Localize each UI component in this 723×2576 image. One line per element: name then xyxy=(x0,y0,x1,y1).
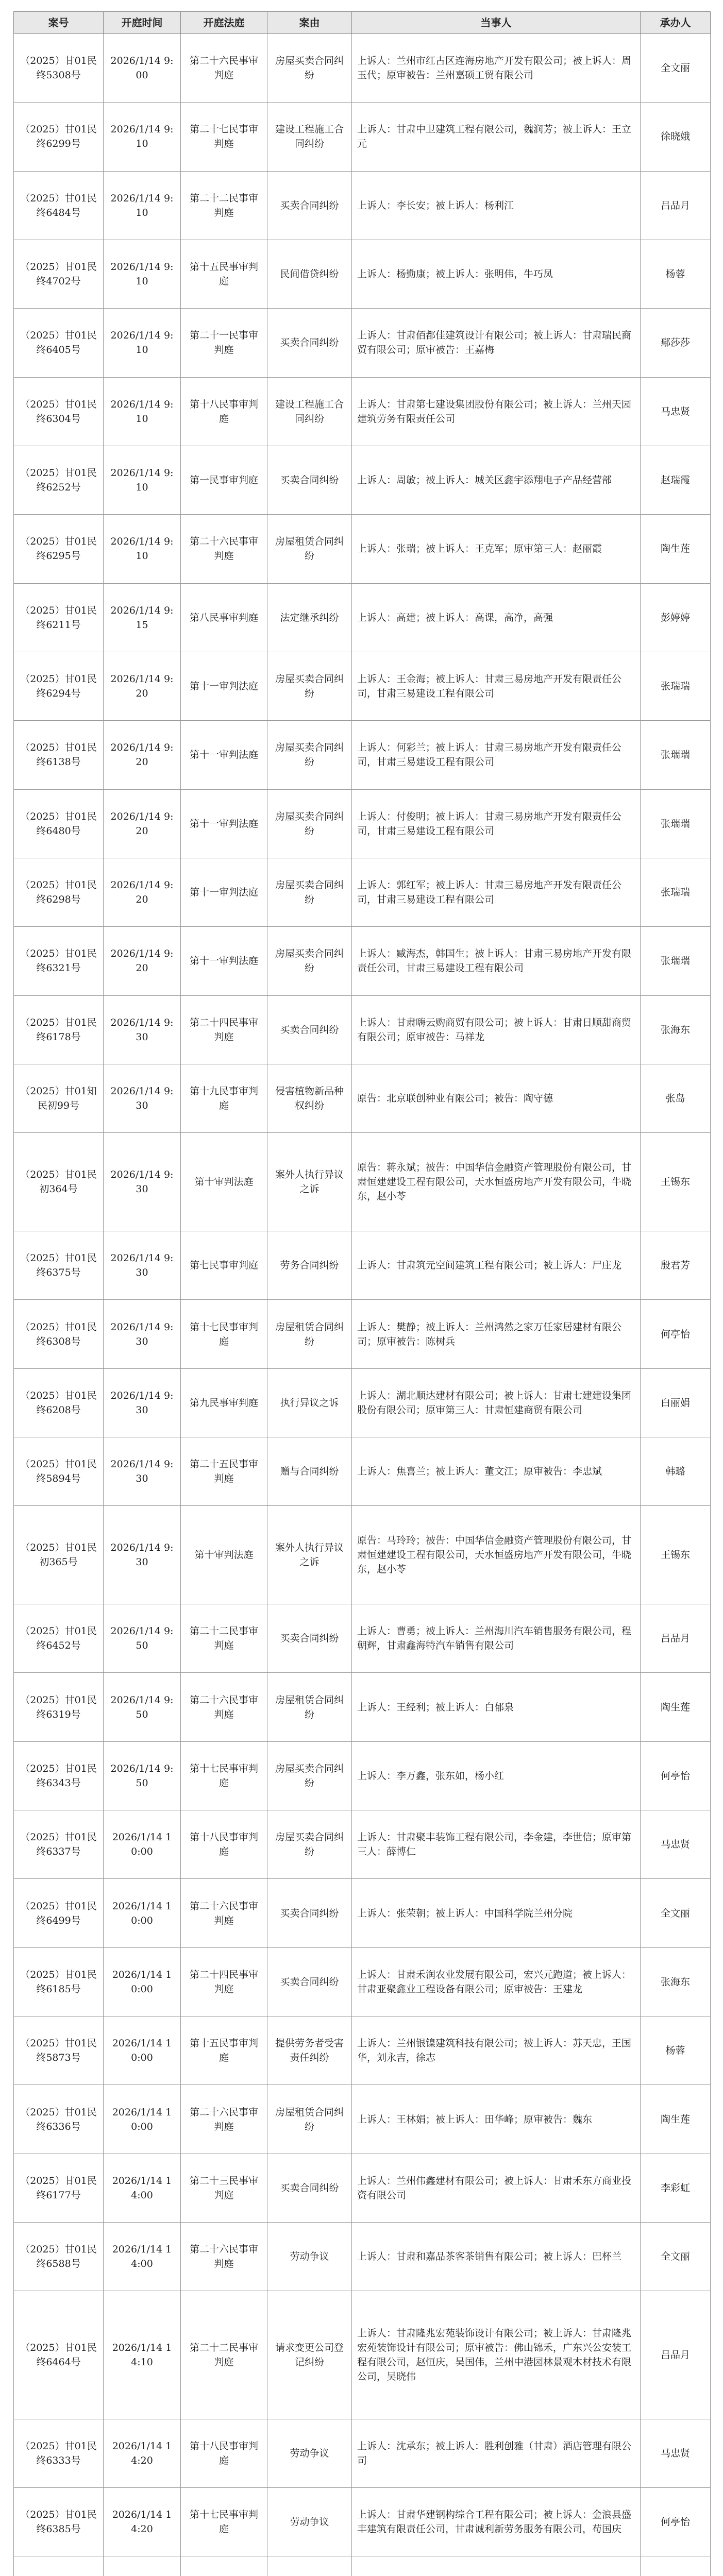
table-row xyxy=(14,309,711,377)
case-cause-cell: 房屋租赁合同纠纷 xyxy=(267,1673,352,1741)
parties-cell: 上诉人：甘肃华建钢构综合工程有限公司；被上诉人：金浪县盛丰建筑有限责任公司，甘肃诚利新劳务服务有限公司，苟国庆 xyxy=(352,2487,641,2556)
parties-cell: 上诉人：郭红军；被上诉人：甘肃三易房地产开发有限责任公司，甘肃三易建设工程有限公司 xyxy=(352,858,641,926)
judge-cell: 彭婷婷 xyxy=(641,583,711,652)
parties-cell: 上诉人：兰州银镍建筑科技有限公司；被上诉人：苏天忠，王国华，刘永吉，徐志 xyxy=(352,2016,641,2085)
case-number-cell: （2025）甘01民终6177号 xyxy=(14,2154,104,2222)
case-number-cell: （2025）甘01民终6294号 xyxy=(14,652,104,720)
parties-cell: 上诉人：李万鑫，张东如，杨小红 xyxy=(352,1741,641,1810)
hearing-time-cell: 2026/1/14 9:30 xyxy=(104,1231,181,1300)
parties-cell: 上诉人：樊静；被上诉人：兰州鸿然之家万任家居建材有限公司；原审被告：陈树兵 xyxy=(352,1300,641,1368)
case-number-cell: （2025）甘01民初364号 xyxy=(14,1133,104,1231)
case-number-cell: （2025）甘01民终5873号 xyxy=(14,2016,104,2085)
courtroom-cell: 第十审判法庭 xyxy=(181,1133,267,1231)
judge-cell: 韩璐 xyxy=(641,1437,711,1506)
hearing-time-cell: 2026/1/14 9:30 xyxy=(104,1133,181,1231)
judge-cell: 鄢莎莎 xyxy=(641,309,711,377)
judge-cell: 杨蓉 xyxy=(641,240,711,308)
hearing-time-cell: 2026/1/14 9:30 xyxy=(104,995,181,1064)
judge-cell: 何亭怡 xyxy=(641,1300,711,1368)
courtroom-cell: 第二十六民事审判庭 xyxy=(181,515,267,583)
case-number-cell: （2025）甘01民终6375号 xyxy=(14,1231,104,1300)
judge-cell: 陶生莲 xyxy=(641,1673,711,1741)
table-row xyxy=(14,1673,711,1741)
case-cause-cell: 执行异议之诉 xyxy=(267,1368,352,1437)
courtroom-cell: 第二十一民事审判庭 xyxy=(181,309,267,377)
parties-cell: 上诉人：王金海；被上诉人：甘肃三易房地产开发有限责任公司，甘肃三易建设工程有限公司 xyxy=(352,652,641,720)
hearing-time-cell: 2026/1/14 9:30 xyxy=(104,1506,181,1604)
table-row xyxy=(14,995,711,1064)
case-number-cell: （2025）甘01民终6299号 xyxy=(14,103,104,171)
table-row xyxy=(14,1437,711,1506)
hearing-time-cell: 2026/1/14 9:10 xyxy=(104,515,181,583)
table-row xyxy=(14,171,711,240)
case-cause-cell: 案外人执行异议之诉 xyxy=(267,1506,352,1604)
judge-cell: 马忠贤 xyxy=(641,2419,711,2487)
hearing-time-cell: 2026/1/14 9:10 xyxy=(104,309,181,377)
table-row xyxy=(14,1810,711,1879)
case-number-cell: （2025）甘01民终6185号 xyxy=(14,1947,104,2016)
parties-cell: 上诉人：甘肃和嘉品茶客茶销售有限公司；被上诉人：巴杯兰 xyxy=(352,2223,641,2291)
case-cause-cell: 买卖合同纠纷 xyxy=(267,2154,352,2222)
courtroom-cell: 第二十六民事审判庭 xyxy=(181,34,267,103)
case-cause-cell: 法定继承纠纷 xyxy=(267,583,352,652)
hearing-time-cell: 2026/1/14 9:20 xyxy=(104,858,181,926)
hearing-time-cell: 2026/1/14 9:50 xyxy=(104,1604,181,1673)
parties-cell: 原告：蒋永斌；被告：中国华信金融资产管理股份有限公司，甘肃恒建建设工程有限公司，天水恒盛房地产开发有限公司，牛晓东，赵小苓 xyxy=(352,1133,641,1231)
case-cause-cell: 案外人执行异议之诉 xyxy=(267,1133,352,1231)
hearing-time-cell: 2026/1/14 14:20 xyxy=(104,2487,181,2556)
hearing-time-cell: 2026/1/14 10:00 xyxy=(104,1879,181,1947)
case-number-cell: （2025）甘01民终6385号 xyxy=(14,2487,104,2556)
case-number-cell: （2025）甘01民终4702号 xyxy=(14,240,104,308)
judge-cell: 白丽娟 xyxy=(641,1368,711,1437)
header-court: 开庭法庭 xyxy=(181,12,267,34)
case-cause-cell: 买卖合同纠纷 xyxy=(267,1947,352,2016)
table-row xyxy=(14,1231,711,1300)
parties-cell: 上诉人：高建；被上诉人：高课，高净，高强 xyxy=(352,583,641,652)
courtroom-cell: 第二十六民事审判庭 xyxy=(181,2223,267,2291)
case-cause-cell: 提供劳务者受害责任纠纷 xyxy=(267,2016,352,2085)
case-cause-cell: 房屋买卖合同纠纷 xyxy=(267,927,352,995)
table-row xyxy=(14,1879,711,1947)
parties-cell: 上诉人：甘肃嗨云购商贸有限公司；被上诉人：甘肃日顺甜商贸有限公司；原审被告：马祥龙 xyxy=(352,995,641,1064)
judge-cell: 王锡东 xyxy=(641,1133,711,1231)
case-number-cell: （2025）甘01民终6211号 xyxy=(14,583,104,652)
case-number-cell: （2025）甘01民终6484号 xyxy=(14,171,104,240)
judge-cell: 马忠贤 xyxy=(641,377,711,446)
table-row xyxy=(14,377,711,446)
hearing-time-cell: 2026/1/14 9:10 xyxy=(104,103,181,171)
case-cause-cell: 劳动争议 xyxy=(267,2223,352,2291)
case-number-cell: （2025）甘01民终6588号 xyxy=(14,2223,104,2291)
parties-cell: 上诉人：甘肃禾润农业发展有限公司，宏兴元跑道；被上诉人：甘肃亚聚鑫业工程设备有限公司；原审被告：王建龙 xyxy=(352,1947,641,2016)
courtroom-cell: 第二十六民事审判庭 xyxy=(181,2085,267,2154)
table-body xyxy=(14,34,711,2576)
hearing-time-cell: 2026/1/14 9:15 xyxy=(104,583,181,652)
case-number-cell: （2025）甘01民终6252号 xyxy=(14,446,104,514)
parties-cell: 上诉人：周敏；被上诉人：城关区鑫宇添翔电子产品经营部 xyxy=(352,446,641,514)
judge-cell: 张海东 xyxy=(641,995,711,1064)
table-row xyxy=(14,1604,711,1673)
courtroom-cell: 第十七民事审判庭 xyxy=(181,2487,267,2556)
table-row xyxy=(14,789,711,858)
case-cause-cell: 买卖合同纠纷 xyxy=(267,1604,352,1673)
courtroom-cell: 第二十七民事审判庭 xyxy=(181,103,267,171)
table-row xyxy=(14,2419,711,2487)
parties-cell: 上诉人：王经利；被上诉人：白郁泉 xyxy=(352,1673,641,1741)
judge-cell: 何亭怡 xyxy=(641,2487,711,2556)
hearing-time-cell: 2026/1/14 9:00 xyxy=(104,34,181,103)
case-cause-cell: 房屋买卖合同纠纷 xyxy=(267,34,352,103)
table-row xyxy=(14,103,711,171)
parties-cell: 上诉人：张瑞；被上诉人：王克军；原审第三人：赵丽霞 xyxy=(352,515,641,583)
table-row xyxy=(14,34,711,103)
case-cause-cell: 建设工程施工合同纠纷 xyxy=(267,103,352,171)
judge-cell xyxy=(641,2556,711,2576)
judge-cell: 何亭怡 xyxy=(641,1741,711,1810)
judge-cell: 殷君芳 xyxy=(641,1231,711,1300)
courtroom-cell: 第十一审判法庭 xyxy=(181,789,267,858)
header-parties: 当事人 xyxy=(352,12,641,34)
parties-cell: 上诉人：曹勇；被上诉人：兰州海川汽车销售服务有限公司，程朝辉，甘肃鑫海特汽车销售有限公司 xyxy=(352,1604,641,1673)
courtroom-cell: 第十一审判法庭 xyxy=(181,652,267,720)
courtroom-cell: 第十七民事审判庭 xyxy=(181,1741,267,1810)
table-row xyxy=(14,2487,711,2556)
case-number-cell: （2025）甘01民终6138号 xyxy=(14,721,104,789)
case-number-cell: （2025）甘01民终6321号 xyxy=(14,927,104,995)
case-number-cell: （2025）甘01民终6343号 xyxy=(14,1741,104,1810)
courtroom-cell: 第十八民事审判庭 xyxy=(181,377,267,446)
courtroom-cell: 第二十四民事审判庭 xyxy=(181,1947,267,2016)
hearing-time-cell: 2026/1/14 9:20 xyxy=(104,721,181,789)
parties-cell: 原告：马玲玲；被告：中国华信金融资产管理股份有限公司，甘肃恒建建设工程有限公司，天水恒盛房地产开发有限公司，牛晓东，赵小苓 xyxy=(352,1506,641,1604)
hearing-time-cell: 2026/1/14 9:50 xyxy=(104,1673,181,1741)
table-row xyxy=(14,2223,711,2291)
judge-cell: 张海东 xyxy=(641,1947,711,2016)
judge-cell: 全文丽 xyxy=(641,2223,711,2291)
table-row xyxy=(14,927,711,995)
parties-cell: 上诉人：甘肃聚丰装饰工程有限公司，李金建，李世信；原审第三人：薛博仁 xyxy=(352,1810,641,1879)
case-cause-cell: 房屋买卖合同纠纷 xyxy=(267,789,352,858)
courtroom-cell: 第二十二民事审判庭 xyxy=(181,171,267,240)
parties-cell: 上诉人：沈承东；被上诉人：胜利创雅（甘肃）酒店管理有限公司 xyxy=(352,2419,641,2487)
case-cause-cell xyxy=(267,2556,352,2576)
case-number-cell: （2025）甘01民终6499号 xyxy=(14,1879,104,1947)
courtroom-cell: 第二十三民事审判庭 xyxy=(181,2154,267,2222)
hearing-time-cell: 2026/1/14 9:30 xyxy=(104,1368,181,1437)
case-cause-cell: 建设工程施工合同纠纷 xyxy=(267,377,352,446)
courtroom-cell: 第十审判法庭 xyxy=(181,1506,267,1604)
parties-cell: 上诉人：何彩兰；被上诉人：甘肃三易房地产开发有限责任公司，甘肃三易建设工程有限公司 xyxy=(352,721,641,789)
case-number-cell: （2025）甘01民终6208号 xyxy=(14,1368,104,1437)
parties-cell xyxy=(352,2556,641,2576)
parties-cell: 上诉人：兰州伟鑫建材有限公司；被上诉人：甘肃禾东方商业投资有限公司 xyxy=(352,2154,641,2222)
parties-cell: 上诉人：甘肃筑元空间建筑工程有限公司；被上诉人：尸庄龙 xyxy=(352,1231,641,1300)
courtroom-cell: 第二十二民事审判庭 xyxy=(181,2291,267,2419)
judge-cell: 张瑞瑞 xyxy=(641,927,711,995)
hearing-time-cell: 2026/1/14 9:30 xyxy=(104,1300,181,1368)
case-number-cell: （2025）甘01民终6452号 xyxy=(14,1604,104,1673)
parties-cell: 上诉人：杨勤康；被上诉人：张明伟，牛巧凤 xyxy=(352,240,641,308)
parties-cell: 上诉人：臧海杰，韩国生；被上诉人：甘肃三易房地产开发有限责任公司，甘肃三易建设工程有限公司 xyxy=(352,927,641,995)
hearing-time-cell: 2026/1/14 14:00 xyxy=(104,2223,181,2291)
table-row xyxy=(14,1300,711,1368)
courtroom-cell: 第十一审判法庭 xyxy=(181,721,267,789)
hearing-time-cell xyxy=(104,2556,181,2576)
case-cause-cell: 侵害植物新品种权纠纷 xyxy=(267,1064,352,1132)
hearing-time-cell: 2026/1/14 14:20 xyxy=(104,2419,181,2487)
judge-cell: 张瑞瑞 xyxy=(641,789,711,858)
case-number-cell: （2025）甘01知民初99号 xyxy=(14,1064,104,1132)
table-row xyxy=(14,1133,711,1231)
case-number-cell xyxy=(14,2556,104,2576)
judge-cell: 徐晓娥 xyxy=(641,103,711,171)
courtroom-cell: 第十七民事审判庭 xyxy=(181,1300,267,1368)
header-cause: 案由 xyxy=(267,12,352,34)
table-row xyxy=(14,2085,711,2154)
courtroom-cell: 第十八民事审判庭 xyxy=(181,2419,267,2487)
table-header xyxy=(14,12,711,34)
case-cause-cell: 买卖合同纠纷 xyxy=(267,171,352,240)
hearing-time-cell: 2026/1/14 10:00 xyxy=(104,1947,181,2016)
hearing-time-cell: 2026/1/14 9:10 xyxy=(104,377,181,446)
case-cause-cell: 请求变更公司登记纠纷 xyxy=(267,2291,352,2419)
hearing-time-cell: 2026/1/14 9:50 xyxy=(104,1741,181,1810)
parties-cell: 上诉人：李长安；被上诉人：杨利江 xyxy=(352,171,641,240)
case-cause-cell: 劳动争议 xyxy=(267,2419,352,2487)
judge-cell: 王锡东 xyxy=(641,1506,711,1604)
case-number-cell: （2025）甘01民终6178号 xyxy=(14,995,104,1064)
hearing-time-cell: 2026/1/14 9:20 xyxy=(104,927,181,995)
judge-cell: 张瑞瑞 xyxy=(641,858,711,926)
hearing-time-cell: 2026/1/14 9:10 xyxy=(104,171,181,240)
courtroom-cell: 第十一审判法庭 xyxy=(181,927,267,995)
case-number-cell: （2025）甘01民终6336号 xyxy=(14,2085,104,2154)
table-row xyxy=(14,1064,711,1132)
table-row xyxy=(14,240,711,308)
hearing-time-cell: 2026/1/14 10:00 xyxy=(104,2016,181,2085)
judge-cell: 陶生莲 xyxy=(641,515,711,583)
case-number-cell: （2025）甘01民终6295号 xyxy=(14,515,104,583)
judge-cell: 李彩虹 xyxy=(641,2154,711,2222)
courtroom-cell: 第十五民事审判庭 xyxy=(181,2016,267,2085)
hearing-time-cell: 2026/1/14 9:10 xyxy=(104,240,181,308)
courtroom-cell: 第七民事审判庭 xyxy=(181,1231,267,1300)
table-row xyxy=(14,2016,711,2085)
table-row xyxy=(14,652,711,720)
table-row xyxy=(14,1947,711,2016)
parties-cell: 上诉人：付俊明；被上诉人：甘肃三易房地产开发有限责任公司，甘肃三易建设工程有限公司 xyxy=(352,789,641,858)
case-cause-cell: 房屋租赁合同纠纷 xyxy=(267,1300,352,1368)
courtroom-cell: 第十八民事审判庭 xyxy=(181,1810,267,1879)
table-row xyxy=(14,1506,711,1604)
case-cause-cell: 房屋买卖合同纠纷 xyxy=(267,1741,352,1810)
case-number-cell: （2025）甘01民终6308号 xyxy=(14,1300,104,1368)
hearing-time-cell: 2026/1/14 10:00 xyxy=(104,2085,181,2154)
hearing-time-cell: 2026/1/14 9:20 xyxy=(104,652,181,720)
judge-cell: 赵瑞霞 xyxy=(641,446,711,514)
courtroom-cell: 第二十六民事审判庭 xyxy=(181,1673,267,1741)
table-row xyxy=(14,446,711,514)
table-row xyxy=(14,2154,711,2222)
case-cause-cell: 房屋租赁合同纠纷 xyxy=(267,2085,352,2154)
case-cause-cell: 房屋买卖合同纠纷 xyxy=(267,1810,352,1879)
parties-cell: 上诉人：王林娟；被上诉人：田华峰；原审被告：魏东 xyxy=(352,2085,641,2154)
hearing-time-cell: 2026/1/14 9:20 xyxy=(104,789,181,858)
case-cause-cell: 房屋买卖合同纠纷 xyxy=(267,721,352,789)
judge-cell: 张瑞瑞 xyxy=(641,652,711,720)
case-number-cell: （2025）甘01民初365号 xyxy=(14,1506,104,1604)
table-row xyxy=(14,1368,711,1437)
parties-cell: 上诉人：甘肃隆兆宏苑装饰设计有限公司；被上诉人：甘肃隆兆宏苑装饰设计有限公司；原审被告：佛山锦禾，广东兴公安装工程有限公司，赵恒庆，吴国伟，兰州中港园林景观木材技术有限公司，吴晓伟 xyxy=(352,2291,641,2419)
judge-cell: 全文丽 xyxy=(641,34,711,103)
parties-cell: 上诉人：湖北顺达建材有限公司；被上诉人：甘肃七建建设集团股份有限公司；原审第三人：甘肃恒建商贸有限公司 xyxy=(352,1368,641,1437)
judge-cell: 张岛 xyxy=(641,1064,711,1132)
case-number-cell: （2025）甘01民终6333号 xyxy=(14,2419,104,2487)
case-number-cell: （2025）甘01民终6298号 xyxy=(14,858,104,926)
judge-cell: 张瑞瑞 xyxy=(641,721,711,789)
parties-cell: 上诉人：甘肃第七建设集团股份有限公司；被上诉人：兰州天园建筑劳务有限责任公司 xyxy=(352,377,641,446)
judge-cell: 全文丽 xyxy=(641,1879,711,1947)
case-number-cell: （2025）甘01民终6304号 xyxy=(14,377,104,446)
courtroom-cell: 第二十六民事审判庭 xyxy=(181,1879,267,1947)
case-cause-cell: 劳务合同纠纷 xyxy=(267,1231,352,1300)
judge-cell: 吕品月 xyxy=(641,2291,711,2419)
table-row xyxy=(14,583,711,652)
header-row xyxy=(14,12,711,34)
case-cause-cell: 劳动争议 xyxy=(267,2487,352,2556)
header-time: 开庭时间 xyxy=(104,12,181,34)
parties-cell: 上诉人：甘肃佰都佳建筑设计有限公司；被上诉人：甘肃瑞民商贸有限公司；原审被告：王嘉梅 xyxy=(352,309,641,377)
table-row xyxy=(14,1741,711,1810)
table-row xyxy=(14,2291,711,2419)
courtroom-cell: 第十九民事审判庭 xyxy=(181,1064,267,1132)
parties-cell: 上诉人：张荣朝；被上诉人：中国科学院兰州分院 xyxy=(352,1879,641,1947)
case-number-cell: （2025）甘01民终5894号 xyxy=(14,1437,104,1506)
case-cause-cell: 买卖合同纠纷 xyxy=(267,309,352,377)
case-cause-cell: 买卖合同纠纷 xyxy=(267,995,352,1064)
case-cause-cell: 房屋买卖合同纠纷 xyxy=(267,652,352,720)
parties-cell: 原告：北京联创种业有限公司；被告：陶守德 xyxy=(352,1064,641,1132)
case-cause-cell: 买卖合同纠纷 xyxy=(267,1879,352,1947)
judge-cell: 吕品月 xyxy=(641,171,711,240)
case-cause-cell: 房屋租赁合同纠纷 xyxy=(267,515,352,583)
case-number-cell: （2025）甘01民终6319号 xyxy=(14,1673,104,1741)
table-row xyxy=(14,858,711,926)
courtroom-cell: 第二十五民事审判庭 xyxy=(181,1437,267,1506)
courtroom-cell: 第十一审判法庭 xyxy=(181,858,267,926)
judge-cell: 陶生莲 xyxy=(641,2085,711,2154)
case-number-cell: （2025）甘01民终5308号 xyxy=(14,34,104,103)
hearing-time-cell: 2026/1/14 14:10 xyxy=(104,2291,181,2419)
parties-cell: 上诉人：兰州市红古区连海房地产开发有限公司；被上诉人：周玉代；原审被告：兰州嘉硕工贸有限公司 xyxy=(352,34,641,103)
courtroom-cell: 第十五民事审判庭 xyxy=(181,240,267,308)
hearing-time-cell: 2026/1/14 9:30 xyxy=(104,1437,181,1506)
case-number-cell: （2025）甘01民终6405号 xyxy=(14,309,104,377)
case-number-cell: （2025）甘01民终6464号 xyxy=(14,2291,104,2419)
case-cause-cell: 赠与合同纠纷 xyxy=(267,1437,352,1506)
courtroom-cell: 第九民事审判庭 xyxy=(181,1368,267,1437)
hearing-time-cell: 2026/1/14 9:10 xyxy=(104,446,181,514)
courtroom-cell: 第八民事审判庭 xyxy=(181,583,267,652)
parties-cell: 上诉人：甘肃中卫建筑工程有限公司，魏润芳；被上诉人：王立元 xyxy=(352,103,641,171)
case-number-cell: （2025）甘01民终6337号 xyxy=(14,1810,104,1879)
hearing-time-cell: 2026/1/14 9:30 xyxy=(104,1064,181,1132)
courtroom-cell: 第二十四民事审判庭 xyxy=(181,995,267,1064)
judge-cell: 杨蓉 xyxy=(641,2016,711,2085)
header-judge: 承办人 xyxy=(641,12,711,34)
parties-cell: 上诉人：焦喜兰；被上诉人：董文江；原审被告：李忠斌 xyxy=(352,1437,641,1506)
hearing-time-cell: 2026/1/14 10:00 xyxy=(104,1810,181,1879)
courtroom-cell: 第二十二民事审判庭 xyxy=(181,1604,267,1673)
case-cause-cell: 民间借贷纠纷 xyxy=(267,240,352,308)
table-row xyxy=(14,2556,711,2576)
courtroom-cell: 第一民事审判庭 xyxy=(181,446,267,514)
header-case-no: 案号 xyxy=(14,12,104,34)
court-schedule-table xyxy=(13,11,711,2576)
hearing-time-cell: 2026/1/14 14:00 xyxy=(104,2154,181,2222)
judge-cell: 马忠贤 xyxy=(641,1810,711,1879)
case-cause-cell: 买卖合同纠纷 xyxy=(267,446,352,514)
table-row xyxy=(14,515,711,583)
courtroom-cell xyxy=(181,2556,267,2576)
case-cause-cell: 房屋买卖合同纠纷 xyxy=(267,858,352,926)
judge-cell: 吕品月 xyxy=(641,1604,711,1673)
case-number-cell: （2025）甘01民终6480号 xyxy=(14,789,104,858)
table-row xyxy=(14,721,711,789)
